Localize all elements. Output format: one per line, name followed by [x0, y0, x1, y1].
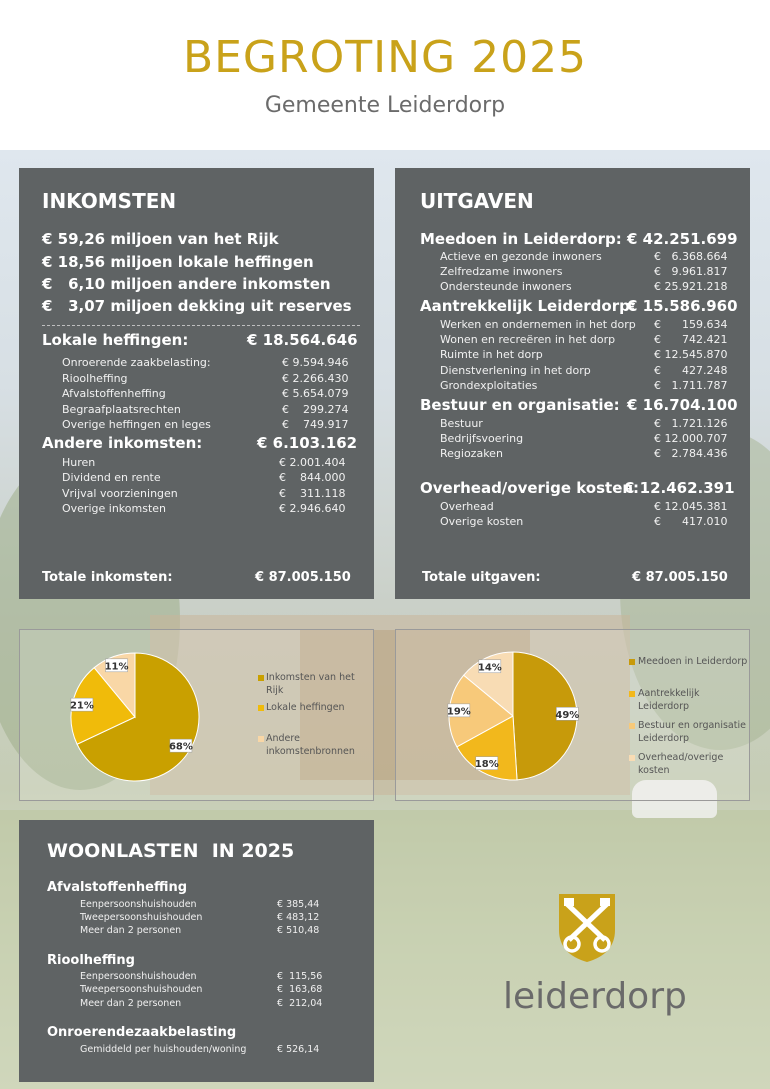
woonlasten-item-label: Meer dan 2 personen	[80, 998, 182, 1009]
item-value: € 427.248	[654, 364, 728, 377]
woonlasten-item-value: € 510,48	[277, 925, 320, 936]
section-value: € 6.103.162	[257, 434, 358, 452]
item-value: € 2.266.430	[282, 372, 349, 385]
legend-swatch	[258, 675, 264, 681]
section-value: € 18.564.646	[247, 331, 358, 349]
item-value: € 6.368.664	[654, 250, 728, 263]
item-label: Zelfredzame inwoners	[440, 265, 563, 278]
total-value: € 87.005.150	[255, 570, 351, 585]
item-label: Overige inkomsten	[62, 502, 166, 515]
section-label: Aantrekkelijk Leiderdorp:	[420, 297, 636, 315]
item-value: € 9.594.946	[282, 356, 349, 369]
section-label: Meedoen in Leiderdorp:	[420, 230, 622, 248]
summary-line: € 18,56 miljoen lokale heffingen	[42, 253, 314, 271]
item-label: Afvalstoffenheffing	[62, 387, 166, 400]
inkomsten-chart	[19, 629, 374, 801]
section-label: Andere inkomsten:	[42, 434, 203, 452]
item-label: Ruimte in het dorp	[440, 348, 543, 361]
item-label: Dienstverlening in het dorp	[440, 364, 591, 377]
legend-swatch	[258, 705, 264, 711]
woonlasten-section: Rioolheffing	[47, 953, 135, 968]
item-value: € 2.946.640	[279, 502, 346, 515]
woonlasten-panel	[19, 820, 374, 1082]
section-label: Bestuur en organisatie:	[420, 396, 620, 414]
item-label: Overige kosten	[440, 515, 524, 528]
item-value: € 12.045.381	[654, 500, 728, 513]
item-label: Huren	[62, 456, 96, 469]
woonlasten-item-value: € 115,56	[277, 971, 323, 982]
item-value: € 311.118	[279, 487, 346, 500]
legend-swatch	[629, 659, 635, 665]
total-value: € 87.005.150	[632, 570, 728, 585]
legend-label: Bestuur en organisatie	[638, 720, 746, 731]
pie-label: 21%	[69, 700, 94, 712]
woonlasten-item-label: Tweepersoonshuishouden	[80, 984, 203, 995]
item-label: Bedrijfsvoering	[440, 432, 524, 445]
pie-label: 14%	[477, 662, 502, 674]
item-label: Onroerende zaakbelasting:	[62, 356, 211, 369]
pie-label: 68%	[168, 741, 193, 753]
item-label: Grondexploitaties	[440, 379, 538, 392]
woonlasten-item-label: Tweepersoonshuishouden	[80, 912, 203, 923]
legend-label: Meedoen in Leiderdorp	[638, 656, 748, 667]
section-value: € 42.251.699	[627, 230, 738, 248]
pie-label: 49%	[555, 709, 580, 721]
pie-label: 18%	[474, 759, 499, 771]
legend-label: Lokale heffingen	[266, 702, 345, 713]
uitgaven-panel	[395, 168, 750, 599]
summary-line: € 6,10 miljoen andere inkomsten	[42, 275, 331, 293]
inkomsten-panel	[19, 168, 374, 599]
logo-text: leiderdorp	[503, 976, 687, 1017]
woonlasten-item-value: € 385,44	[277, 899, 320, 910]
section-value: € 16.704.100	[627, 396, 738, 414]
item-value: € 417.010	[654, 515, 728, 528]
total-label: Totale uitgaven:	[422, 570, 541, 585]
page-title: BEGROTING 2025	[182, 32, 588, 83]
item-label: Werken en ondernemen in het dorp	[440, 318, 636, 331]
item-label: Vrijval voorzieningen	[62, 487, 178, 500]
item-value: € 159.634	[654, 318, 728, 331]
item-value: € 2.784.436	[654, 447, 728, 460]
woonlasten-item-label: Gemiddeld per huishouden/woning	[80, 1044, 247, 1055]
item-label: Begraafplaatsrechten	[62, 403, 181, 416]
woonlasten-item-label: Eenpersoonshuishouden	[80, 899, 197, 910]
section-value: € 12.462.391	[624, 479, 735, 497]
section-label: Lokale heffingen:	[42, 331, 189, 349]
uitgaven-title: UITGAVEN	[420, 189, 534, 213]
woonlasten-section: Onroerendezaakbelasting	[47, 1025, 237, 1040]
legend-swatch	[629, 755, 635, 761]
item-value: € 25.921.218	[654, 280, 728, 293]
woonlasten-item-value: € 163,68	[277, 984, 323, 995]
page-subtitle: Gemeente Leiderdorp	[264, 93, 506, 118]
pie-label: 19%	[446, 706, 471, 718]
summary-line: € 59,26 miljoen van het Rijk	[42, 230, 279, 248]
woonlasten-item-label: Eenpersoonshuishouden	[80, 971, 197, 982]
total-label: Totale inkomsten:	[42, 570, 173, 585]
section-value: € 15.586.960	[627, 297, 738, 315]
keys-shield-icon	[555, 890, 619, 964]
woonlasten-title: WOONLASTEN IN 2025	[47, 840, 295, 862]
legend-label: Inkomsten van het Rijk	[266, 672, 355, 696]
inkomsten-title: INKOMSTEN	[42, 189, 177, 213]
woonlasten-item-value: € 212,04	[277, 998, 323, 1009]
item-value: € 1.721.126	[654, 417, 728, 430]
item-value: € 12.545.870	[654, 348, 728, 361]
divider	[42, 325, 360, 326]
legend-swatch	[629, 723, 635, 729]
item-label: Actieve en gezonde inwoners	[440, 250, 602, 263]
item-value: € 9.961.817	[654, 265, 728, 278]
item-label: Wonen en recreëren in het dorp	[440, 333, 616, 346]
item-value: € 749.917	[282, 418, 349, 431]
item-value: € 742.421	[654, 333, 728, 346]
item-value: € 844.000	[279, 471, 346, 484]
item-label: Ondersteunde inwoners	[440, 280, 572, 293]
woonlasten-section: Afvalstoffenheffing	[47, 880, 188, 895]
legend-label: inkomstenbronnen	[266, 746, 355, 757]
legend-label: Overhead/overige	[638, 752, 724, 763]
legend-swatch	[258, 736, 264, 742]
item-label: Rioolheffing	[62, 372, 128, 385]
header	[0, 0, 770, 150]
uitgaven-chart	[395, 629, 750, 801]
section-label: Overhead/overige kosten:	[420, 479, 640, 497]
item-value: € 1.711.787	[654, 379, 728, 392]
legend-label: kosten	[638, 765, 670, 776]
item-value: € 299.274	[282, 403, 349, 416]
woonlasten-item-value: € 483,12	[277, 912, 320, 923]
legend-label: Aantrekkelijk	[638, 688, 700, 699]
item-label: Overige heffingen en leges	[62, 418, 211, 431]
item-value: € 5.654.079	[282, 387, 349, 400]
item-label: Bestuur	[440, 417, 483, 430]
legend-swatch	[629, 691, 635, 697]
item-value: € 2.001.404	[279, 456, 346, 469]
item-label: Regiozaken	[440, 447, 503, 460]
item-value: € 12.000.707	[654, 432, 728, 445]
inkomsten-pie	[20, 630, 375, 802]
legend-label: Andere	[266, 733, 300, 744]
woonlasten-item-label: Meer dan 2 personen	[80, 925, 182, 936]
item-label: Overhead	[440, 500, 494, 513]
legend-label: Leiderdorp	[638, 701, 690, 712]
item-label: Dividend en rente	[62, 471, 161, 484]
legend-label: Leiderdorp	[638, 733, 690, 744]
woonlasten-item-value: € 526,14	[277, 1044, 320, 1055]
summary-line: € 3,07 miljoen dekking uit reserves	[42, 297, 352, 315]
pie-label: 11%	[104, 661, 129, 673]
